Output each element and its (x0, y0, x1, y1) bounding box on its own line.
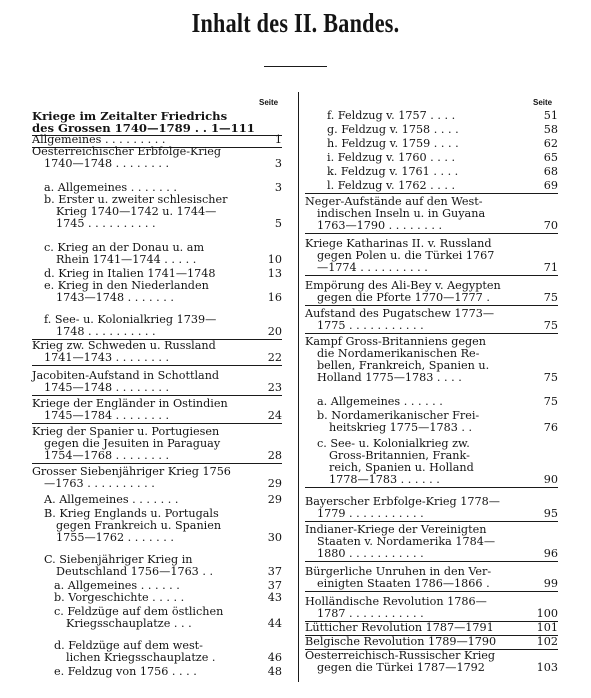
toc-page-number: 75 (543, 371, 558, 384)
toc-page-number: 13 (267, 267, 282, 280)
toc-entry (32, 426, 220, 462)
toc-entry (305, 566, 491, 590)
toc-entry (32, 146, 221, 170)
toc-page-number: 44 (267, 617, 282, 630)
toc-entry-line: die Nordamerikanischen Re- (317, 347, 480, 360)
toc-entry-line: einigten Staaten 1786—1866 . (317, 577, 490, 590)
toc-entry-line: Krieg der Spanier u. Portugiesen (32, 425, 220, 438)
toc-entry-line: Kriegsschauplatze . . . (66, 617, 192, 630)
toc-page-number: 62 (543, 137, 558, 150)
toc-page-number: 70 (543, 219, 558, 232)
toc-page-number: 16 (267, 291, 282, 304)
toc-page-number: 69 (543, 179, 558, 192)
toc-page-number: 1 (274, 133, 282, 146)
toc-entry-line: Neger-Aufstände auf den West- (305, 195, 483, 208)
toc-entry-line: heitskrieg 1775—1783 . . (329, 421, 473, 434)
toc-entry (44, 494, 178, 506)
toc-page-number: 29 (267, 493, 282, 506)
toc-entry-line: Kampf Gross-Britanniens gegen (305, 335, 486, 348)
toc-entry (317, 438, 474, 486)
toc-entry-line: Bürgerliche Unruhen in den Ver- (305, 565, 492, 578)
entry-separator (305, 521, 558, 522)
toc-entry (32, 110, 255, 134)
toc-page-number: 75 (543, 395, 558, 408)
toc-page-number: 95 (543, 507, 558, 520)
toc-entry-line: f. Feldzug v. 1757 . . . . (327, 109, 456, 122)
toc-entry-line: l. Feldzug v. 1762 . . . . (327, 179, 456, 192)
toc-entry (317, 410, 479, 434)
entry-separator (305, 275, 558, 276)
toc-page-number: 101 (536, 621, 558, 634)
toc-entry-line: Aufstand des Pugatschew 1773— (305, 307, 495, 320)
toc-entry (305, 524, 495, 560)
toc-page-number: 43 (267, 591, 282, 604)
toc-entry-line: lichen Kriegsschauplatze . (66, 651, 216, 664)
toc-entry (305, 308, 494, 332)
toc-entry-line: Bayerscher Erbfolge-Krieg 1778— (305, 495, 500, 508)
toc-entry-line: Kriege Katharinas II. v. Russland (305, 237, 492, 250)
toc-entry (305, 280, 501, 304)
toc-page-number: 37 (267, 579, 282, 592)
toc-page-number: 102 (536, 635, 558, 648)
title-rule (264, 66, 327, 67)
toc-page-number: 51 (543, 109, 558, 122)
toc-entry (44, 508, 221, 544)
toc-entry-line: —1763 . . . . . . . . . . (44, 477, 155, 490)
toc-page-number: 100 (536, 607, 558, 620)
toc-entry-line: c. Feldzüge auf dem östlichen (54, 605, 224, 618)
toc-entry-line: 1745—1748 . . . . . . . . (44, 381, 170, 394)
toc-entry-line: Holländische Revolution 1786— (305, 595, 487, 608)
toc-page-number: 96 (543, 547, 558, 560)
toc-entry (44, 314, 216, 338)
page-title: Inhalt des II. Bandes. (191, 8, 400, 38)
toc-entry-line: d. Feldzüge auf dem west- (54, 639, 203, 652)
toc-entry-line: Oesterreichischer Erbfolge-Krieg (32, 145, 222, 158)
entry-separator (305, 333, 558, 334)
toc-entry-line: bellen, Frankreich, Spanien u. (317, 359, 490, 372)
toc-entry (317, 396, 443, 408)
toc-entry (305, 636, 496, 648)
toc-entry-line: 1778—1783 . . . . . . (329, 473, 440, 486)
toc-entry-line: 1748 . . . . . . . . . . (56, 325, 156, 338)
toc-entry-line: A. Allgemeines . . . . . . . (44, 493, 179, 506)
toc-entry (32, 340, 216, 364)
toc-entry (327, 124, 459, 136)
toc-entry-line: b. Erster u. zweiter schlesischer (44, 193, 228, 206)
toc-entry-line: Rhein 1741—1744 . . . . . (56, 253, 197, 266)
toc-page-number: 71 (543, 261, 558, 274)
toc-entry-line: 1763—1790 . . . . . . . . (317, 219, 443, 232)
entry-separator (305, 193, 558, 194)
toc-entry (32, 466, 231, 490)
toc-page-number: 46 (267, 651, 282, 664)
toc-entry-line: gegen die Pforte 1770—1777 . (317, 291, 490, 304)
toc-entry (32, 370, 219, 394)
toc-entry (327, 166, 458, 178)
toc-page-number: 68 (543, 165, 558, 178)
toc-page-number: 23 (267, 381, 282, 394)
toc-entry (305, 196, 485, 232)
toc-entry-line: des Grossen 1740—1789 . . 1—111 (32, 121, 255, 135)
toc-entry-line: b. Nordamerikanischer Frei- (317, 409, 480, 422)
toc-page-number: 103 (536, 661, 558, 674)
toc-entry-line: gegen die Jesuiten in Paraguay (44, 437, 221, 450)
toc-page-number: 75 (543, 319, 558, 332)
toc-page-number: 5 (274, 217, 282, 230)
entry-separator (32, 395, 282, 396)
toc-entry-line: a. Allgemeines . . . . . . (317, 395, 443, 408)
toc-entry-line: 1755—1762 . . . . . . . (56, 531, 174, 544)
toc-entry-line: Allgemeines . . . . . . . . . (32, 133, 166, 146)
toc-page-number: 90 (543, 473, 558, 486)
toc-entry (54, 666, 197, 678)
toc-entry-line: i. Feldzug v. 1760 . . . . (327, 151, 456, 164)
toc-entry-line: 1741—1743 . . . . . . . . (44, 351, 170, 364)
toc-entry-line: 1743—1748 . . . . . . . (56, 291, 174, 304)
toc-entry-line: Indianer-Kriege der Vereinigten (305, 523, 487, 536)
toc-entry-line: Gross-Britannien, Frank- (329, 449, 470, 462)
toc-entry (305, 336, 489, 384)
toc-entry-line: b. Vorgeschichte . . . . . (54, 591, 185, 604)
toc-entry (44, 554, 213, 578)
toc-page-number: 28 (267, 449, 282, 462)
toc-entry-line: Deutschland 1756—1763 . . (56, 565, 214, 578)
entry-separator (32, 423, 282, 424)
toc-page-number: 29 (267, 477, 282, 490)
toc-entry-line: reich, Spanien u. Holland (329, 461, 474, 474)
toc-entry-line: gegen die Türkei 1787—1792 (317, 661, 485, 674)
toc-entry-line: Kriege im Zeitalter Friedrichs (32, 109, 228, 123)
entry-separator (305, 591, 558, 592)
toc-entry-line: 1775 . . . . . . . . . . . (317, 319, 424, 332)
entry-separator (305, 561, 558, 562)
toc-entry-line: Krieg 1740—1742 u. 1744— (56, 205, 217, 218)
toc-entry-line: Grosser Siebenjähriger Krieg 1756 (32, 465, 231, 478)
toc-entry-line: Oesterreichisch-Russischer Krieg (305, 649, 496, 662)
seite-header-right: Seite (533, 98, 553, 107)
toc-entry-line: Krieg zw. Schweden u. Russland (32, 339, 216, 352)
toc-entry-line: c. See- u. Kolonialkrieg zw. (317, 437, 470, 450)
toc-entry-line: 1754—1768 . . . . . . . . (44, 449, 170, 462)
toc-page-number: 58 (543, 123, 558, 136)
seite-header-left: Seite (259, 98, 279, 107)
toc-entry-line: 1779 . . . . . . . . . . . (317, 507, 424, 520)
toc-entry-line: d. Krieg in Italien 1741—1748 (44, 267, 216, 280)
toc-entry-line: Staaten v. Nordamerika 1784— (317, 535, 496, 548)
toc-entry (327, 152, 455, 164)
toc-entry-line: Jacobiten-Aufstand in Schottland (32, 369, 220, 382)
toc-entry-line: h. Feldzug v. 1759 . . . . (327, 137, 459, 150)
toc-page-number: 20 (267, 325, 282, 338)
toc-entry (327, 180, 455, 192)
toc-entry (305, 238, 494, 274)
toc-entry-line: Lütticher Revolution 1787—1791 (305, 621, 494, 634)
toc-page-number: 3 (274, 157, 282, 170)
toc-entry-line: B. Krieg Englands u. Portugals (44, 507, 219, 520)
toc-entry (54, 640, 215, 664)
toc-page-number: 30 (267, 531, 282, 544)
toc-entry (44, 242, 204, 266)
entry-separator (305, 305, 558, 306)
toc-entry (305, 596, 487, 620)
toc-entry-line: —1774 . . . . . . . . . . (317, 261, 428, 274)
toc-entry (54, 592, 184, 604)
toc-page-number: 65 (543, 151, 558, 164)
toc-entry (305, 496, 500, 520)
toc-page-number: 99 (543, 577, 558, 590)
toc-page-number: 75 (543, 291, 558, 304)
toc-entry-line: e. Feldzug von 1756 . . . . (54, 665, 197, 678)
toc-entry (44, 194, 227, 230)
entry-separator (32, 463, 282, 464)
toc-page-number: 3 (274, 181, 282, 194)
toc-page-number: 37 (267, 565, 282, 578)
toc-entry (32, 398, 228, 422)
toc-entry-line: f. See- u. Kolonialkrieg 1739— (44, 313, 217, 326)
toc-entry (305, 650, 495, 674)
toc-entry-line: a. Allgemeines . . . . . . . (44, 181, 177, 194)
toc-entry (44, 280, 209, 304)
entry-separator (32, 365, 282, 366)
toc-entry-line: Holland 1775—1783 . . . . (317, 371, 462, 384)
toc-entry-line: Belgische Revolution 1789—1790 (305, 635, 497, 648)
toc-entry-line: a. Allgemeines . . . . . . (54, 579, 180, 592)
toc-entry-line: gegen Frankreich u. Spanien (56, 519, 222, 532)
toc-entry-line: c. Krieg an der Donau u. am (44, 241, 205, 254)
toc-entry-line: gegen Polen u. die Türkei 1767 (317, 249, 495, 262)
toc-entry-line: 1740—1748 . . . . . . . . (44, 157, 170, 170)
toc-page-number: 24 (267, 409, 282, 422)
toc-entry-line: g. Feldzug v. 1758 . . . . (327, 123, 459, 136)
toc-entry-line: Empörung des Ali-Bey v. Aegypten (305, 279, 501, 292)
toc-entry-line: k. Feldzug v. 1761 . . . . (327, 165, 459, 178)
entry-separator (305, 487, 558, 488)
toc-page-number: 10 (267, 253, 282, 266)
toc-entry-line: C. Siebenjähriger Krieg in (44, 553, 193, 566)
toc-entry (327, 138, 459, 150)
toc-entry-line: 1880 . . . . . . . . . . . (317, 547, 424, 560)
toc-entry-line: e. Krieg in den Niederlanden (44, 279, 209, 292)
toc-entry-line: Kriege der Engländer in Ostindien (32, 397, 228, 410)
toc-entry (54, 606, 223, 630)
toc-entry-line: 1745—1784 . . . . . . . . (44, 409, 170, 422)
toc-page-number: 48 (267, 665, 282, 678)
toc-page-number: 76 (543, 421, 558, 434)
column-divider (298, 92, 299, 682)
toc-page-number: 22 (267, 351, 282, 364)
toc-entry-line: 1787 . . . . . . . . . . . (317, 607, 424, 620)
toc-entry (305, 622, 494, 634)
toc-entry-line: indischen Inseln u. in Guyana (317, 207, 486, 220)
entry-separator (305, 233, 558, 234)
toc-entry (327, 110, 455, 122)
toc-entry-line: 1745 . . . . . . . . . . (56, 217, 156, 230)
